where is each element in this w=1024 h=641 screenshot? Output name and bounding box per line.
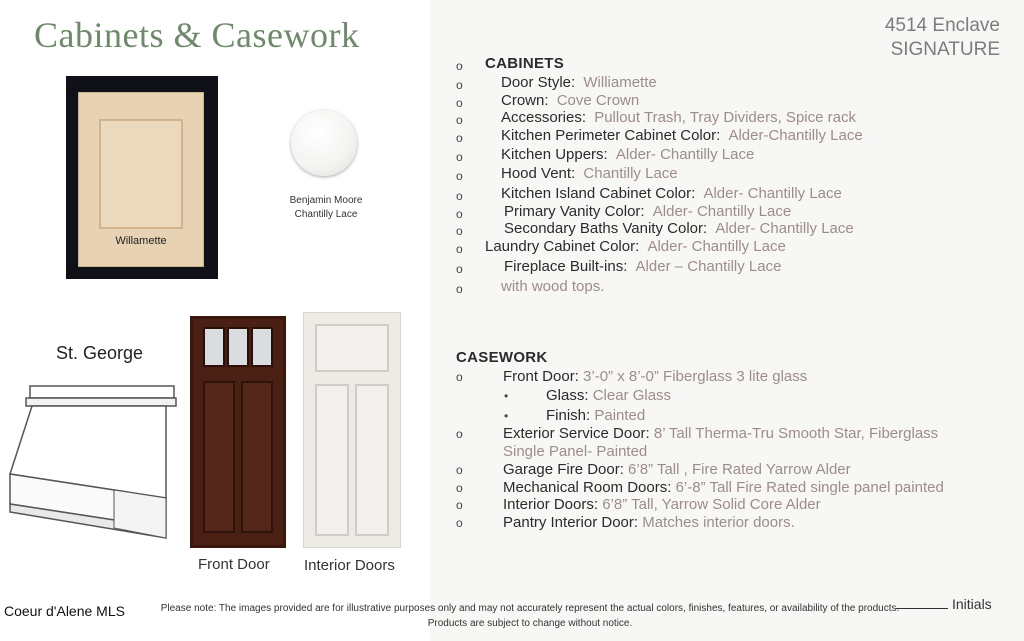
bullet: o — [456, 78, 463, 92]
pantry-interior-door-value: Matches interior doors. — [642, 514, 795, 531]
cabinets-item-label: Hood Vent: — [501, 165, 580, 182]
front-door-value: 3’-0” x 8’-0” Fiberglass 3 lite glass — [583, 368, 808, 385]
cabinets-item-label: Kitchen Island Cabinet Color: — [501, 185, 700, 202]
cabinets-item-label: Kitchen Perimeter Cabinet Color: — [501, 127, 725, 144]
cabinets-item-value: Alder- Chantilly Lace — [715, 220, 854, 237]
address-line-1: 4514 Enclave — [884, 15, 1000, 36]
front-door-label: Front Door: — [503, 368, 584, 385]
garage-fire-door-value: 6’8” Tall , Fire Rated Yarrow Alder — [628, 461, 851, 478]
page-title: Cabinets & Casework — [34, 15, 360, 55]
cabinets-item — [456, 220, 854, 238]
cabinet-door-panel — [99, 119, 183, 229]
exterior-service-door-row — [456, 425, 938, 443]
exterior-service-door-label: Exterior Service Door: — [503, 425, 654, 442]
cabinets-item — [456, 109, 856, 127]
bullet: o — [456, 516, 463, 530]
initials-field[interactable] — [896, 596, 992, 612]
finish-value: Painted — [594, 407, 646, 424]
cabinets-item-value: Pullout Trash, Tray Dividers, Spice rack — [594, 109, 856, 126]
paint-brand: Benjamin Moore — [289, 195, 363, 206]
bullet: o — [456, 282, 463, 296]
interior-doors-caption: Interior Doors — [304, 557, 395, 574]
initials-label: Initials — [952, 596, 992, 612]
paint-color-name: Chantilly Lace — [294, 209, 358, 220]
cabinets-item-label: Fireplace Built-ins: — [504, 258, 632, 275]
casework-heading-row — [456, 349, 548, 367]
pantry-interior-door-label: Pantry Interior Door: — [503, 514, 643, 531]
cabinets-heading: CABINETS — [485, 55, 565, 72]
disclaimer — [150, 601, 910, 631]
cabinets-item-label: Crown: — [501, 92, 553, 109]
cabinets-item-value: Williamette — [583, 74, 657, 91]
cabinets-item-value: Alder- Chantilly Lace — [615, 146, 755, 163]
interior-doors-label: Interior Doors: — [503, 496, 603, 513]
cabinets-item-label: Primary Vanity Color: — [504, 203, 649, 220]
front-door-row — [456, 368, 807, 386]
cabinets-item-label: Accessories: — [501, 109, 591, 126]
mls-watermark: Coeur d'Alene MLS — [4, 603, 125, 619]
cabinets-item-value: with wood tops. — [501, 278, 605, 295]
casework-heading: CASEWORK — [456, 349, 548, 366]
interior-doors-row — [456, 496, 821, 514]
cabinet-door-image — [78, 92, 204, 267]
interior-doors-value: 6’8” Tall, Yarrow Solid Core Alder — [602, 496, 821, 513]
cabinets-item — [456, 92, 639, 110]
disclaimer-line-1: Please note: The images provided are for illustrative purposes only and may not accurately represent the actual colors, finishes, features, or availability of the products. — [160, 603, 900, 614]
cabinets-item-value: Cove Crown — [556, 92, 640, 109]
cabinet-door-label: Willamette — [115, 235, 167, 247]
interior-door-image — [303, 312, 401, 548]
cabinets-item-value: Alder- Chantilly Lace — [647, 238, 786, 255]
bullet: o — [456, 207, 463, 221]
finish-row — [456, 407, 645, 425]
garage-fire-door-label: Garage Fire Door: — [503, 461, 629, 478]
cabinets-item — [456, 127, 863, 145]
bullet: o — [456, 169, 463, 183]
address-line-2: SIGNATURE — [890, 39, 1000, 60]
front-door-drawing — [190, 316, 286, 548]
range-hood-image — [6, 378, 178, 558]
address-block — [885, 14, 1000, 62]
bullet: o — [456, 463, 463, 477]
cabinets-item-value: Chantilly Lace — [583, 165, 678, 182]
front-door-image — [190, 316, 286, 548]
exterior-service-door-value: 8’ Tall Therma-Tru Smooth Star, Fiberglass — [653, 425, 939, 442]
bullet: o — [456, 242, 463, 256]
cabinet-door-photo — [66, 76, 218, 279]
cabinets-item — [456, 238, 786, 256]
bullet: o — [456, 113, 463, 127]
bullet: o — [456, 427, 463, 441]
bullet: o — [456, 96, 463, 110]
cabinets-item — [456, 203, 791, 221]
glass-value: Clear Glass — [592, 387, 672, 404]
garage-fire-door-row — [456, 461, 851, 479]
bullet: o — [456, 498, 463, 512]
hood-style-title: St. George — [56, 343, 144, 363]
cabinets-heading-row — [456, 55, 564, 73]
exterior-service-door-value-2: Single Panel- Painted — [503, 443, 648, 460]
initials-line[interactable] — [896, 608, 948, 609]
bullet: o — [456, 262, 463, 276]
cabinets-item-value: Alder-Chantilly Lace — [728, 127, 863, 144]
finish-label: Finish: — [546, 407, 595, 424]
bullet: o — [456, 59, 463, 73]
cabinets-item-value: Alder – Chantilly Lace — [635, 258, 782, 275]
cabinets-item — [456, 258, 781, 276]
mechanical-room-doors-value: 6’-8” Tall Fire Rated single panel painted — [675, 479, 944, 496]
bullet: • — [504, 409, 509, 423]
cabinets-item-label: Door Style: — [501, 74, 580, 91]
interior-door-drawing — [304, 313, 400, 547]
cabinets-item-label: Kitchen Uppers: — [501, 146, 612, 163]
mechanical-room-doors-label: Mechanical Room Doors: — [503, 479, 676, 496]
mechanical-room-doors-row — [456, 479, 944, 497]
glass-label: Glass: — [546, 387, 593, 404]
bullet: o — [456, 189, 463, 203]
pantry-interior-door-row — [456, 514, 795, 532]
bullet: o — [456, 150, 463, 164]
exterior-service-door-row-2 — [456, 443, 647, 461]
front-door-caption: Front Door — [198, 556, 270, 573]
cabinets-item-value: Alder- Chantilly Lace — [652, 203, 792, 220]
cabinets-item-value: Alder- Chantilly Lace — [703, 185, 842, 202]
cabinets-item-label: Laundry Cabinet Color: — [485, 238, 644, 255]
bullet: o — [456, 370, 463, 384]
bullet: o — [456, 481, 463, 495]
cabinets-item — [456, 74, 657, 92]
cabinets-item-label: Secondary Baths Vanity Color: — [504, 220, 712, 237]
cabinets-item — [456, 278, 604, 296]
paint-swatch — [291, 110, 357, 176]
bullet: o — [456, 224, 463, 238]
glass-row — [456, 387, 671, 405]
cabinets-item — [456, 146, 754, 164]
cabinets-item — [456, 185, 842, 203]
bullet: • — [504, 389, 509, 403]
disclaimer-line-2: Products are subject to change without notice. — [427, 618, 633, 629]
bullet: o — [456, 131, 463, 145]
paint-swatch-label — [272, 194, 380, 222]
cabinets-item — [456, 165, 678, 183]
